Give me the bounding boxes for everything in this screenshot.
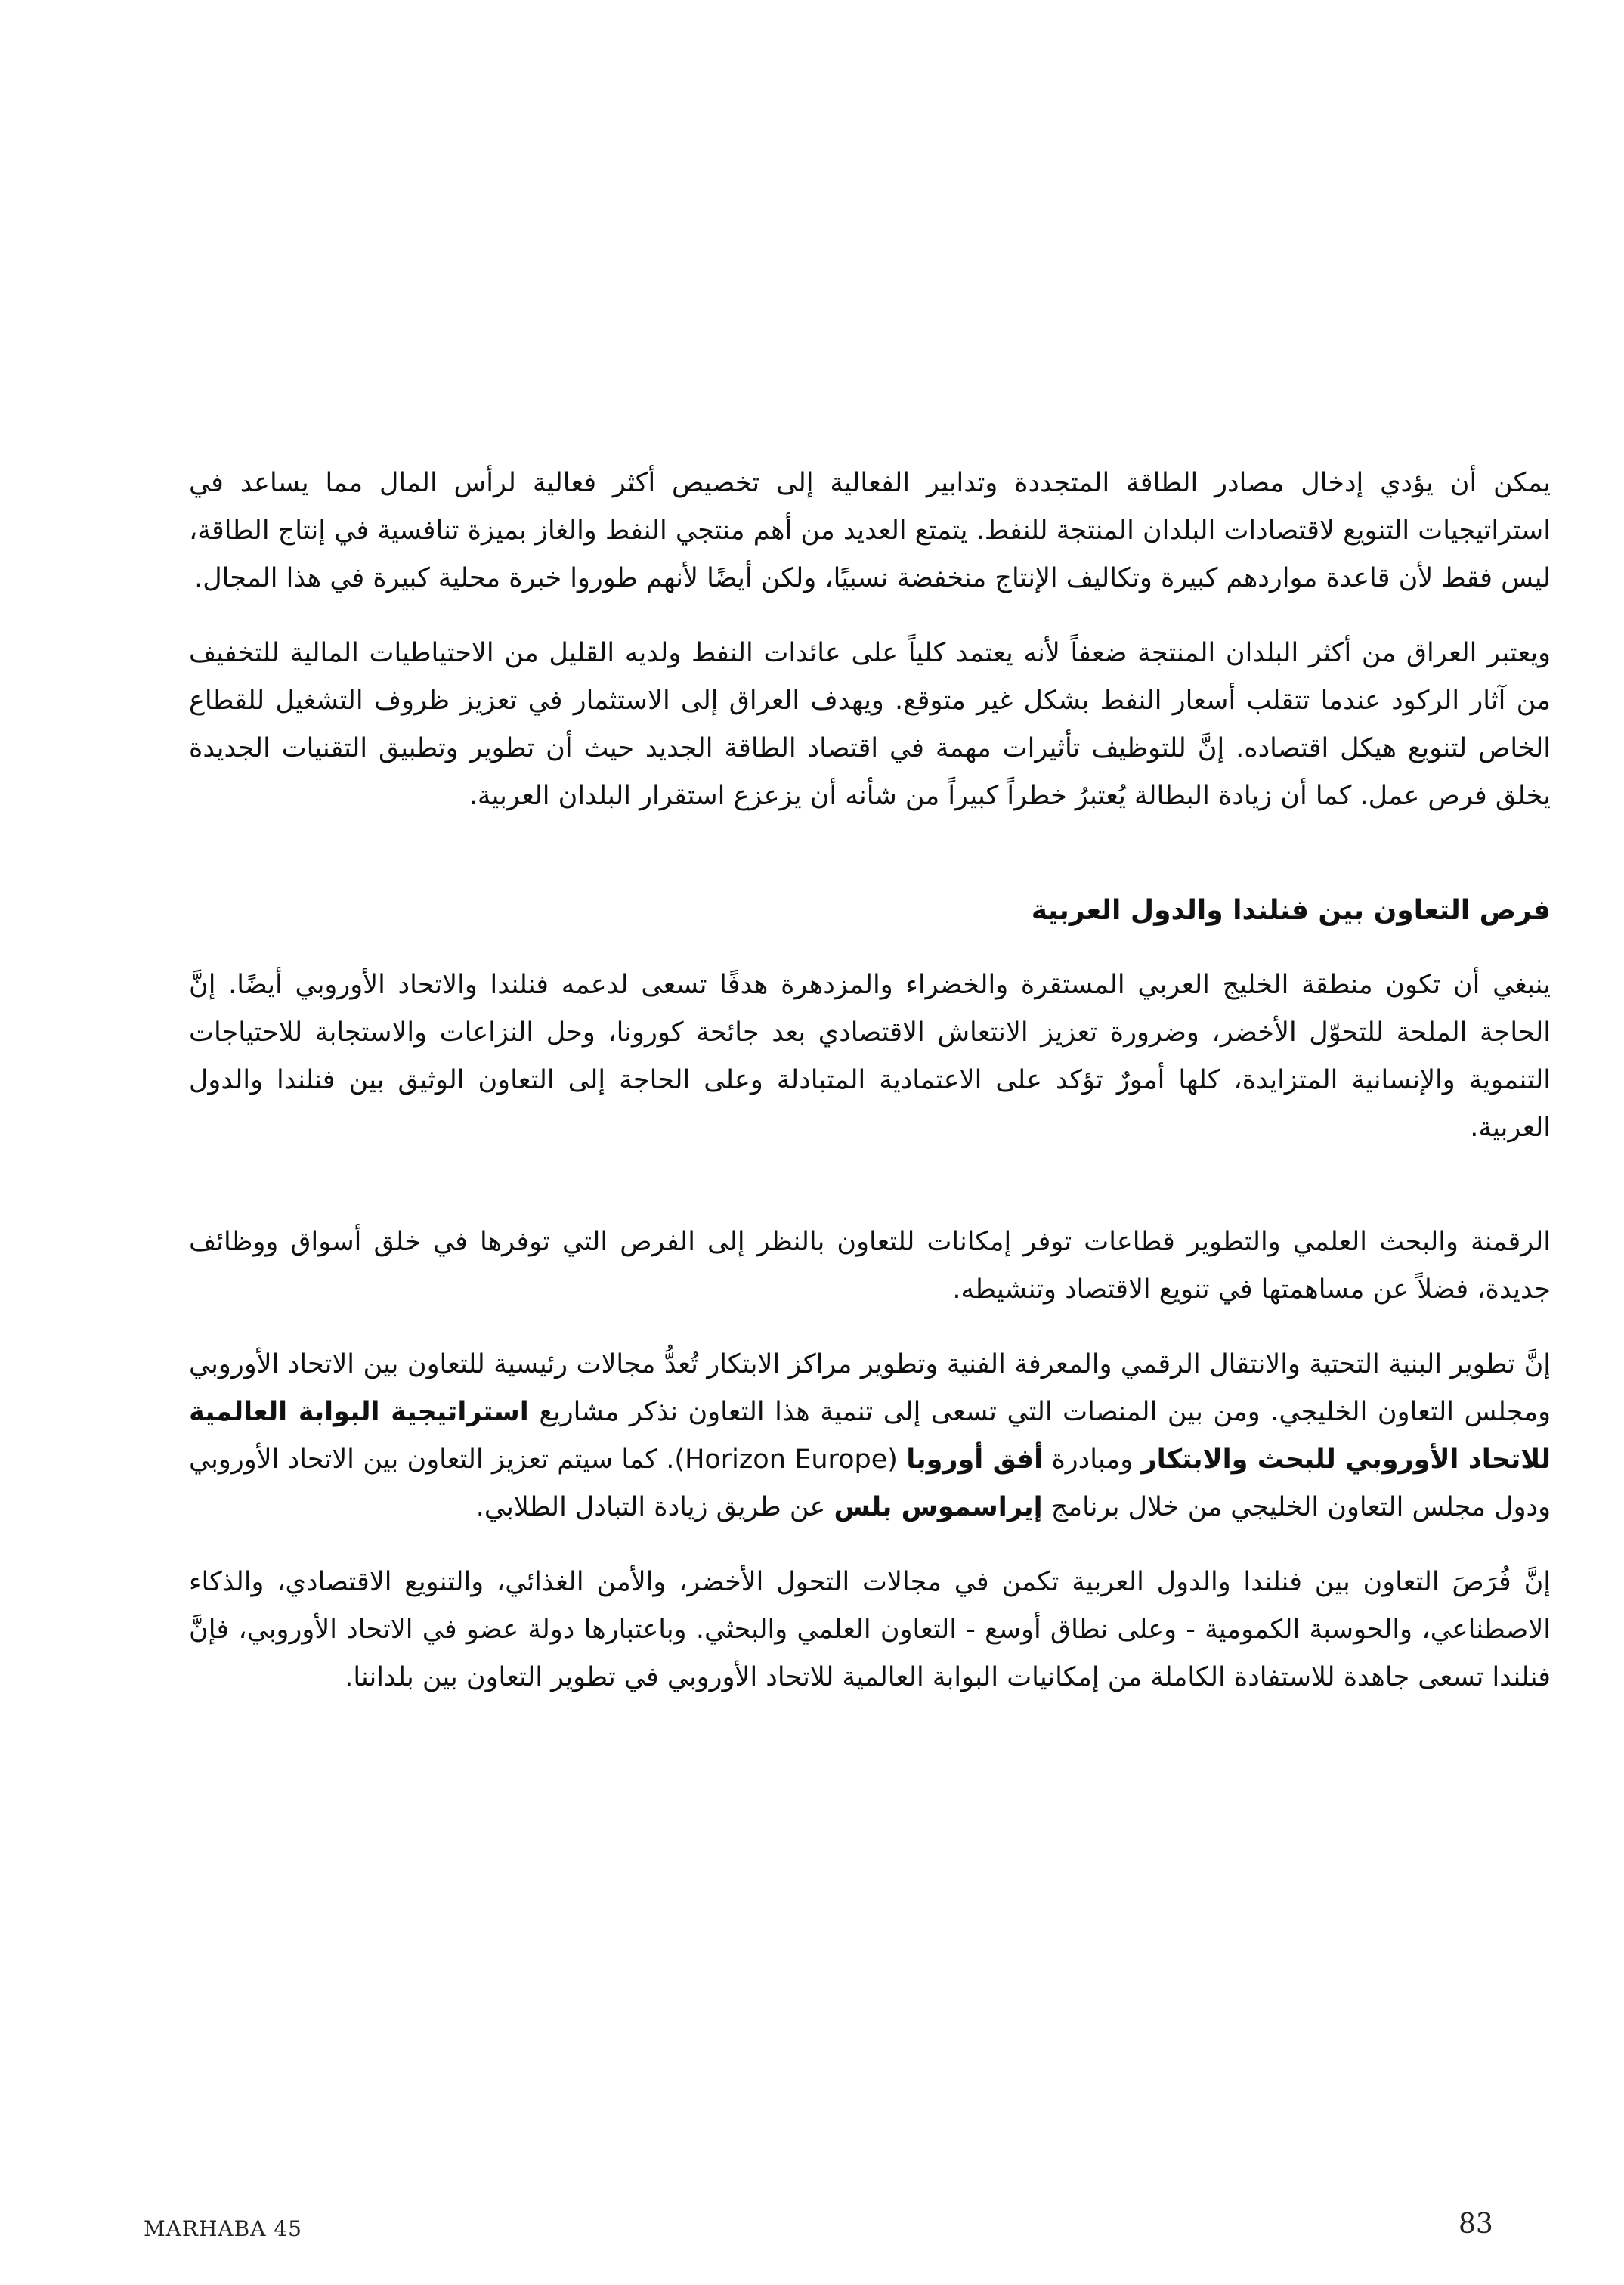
latin-horizon-europe: Horizon Europe bbox=[685, 1444, 888, 1475]
text-run: ( bbox=[887, 1444, 907, 1475]
footer-page-number: 83 bbox=[1459, 2209, 1493, 2240]
bold-global-gateway: استراتيجية البوابة العالمية للاتحاد الأوروبي للبحث والابتكار bbox=[189, 1397, 1551, 1475]
paragraph-digitalization: الرقمنة والبحث العلمي والتطوير قطاعات توفر إمكانات للتعاون بالنظر إلى الفرص التي توفرها في خلق أسواق ووظائف جديدة، فضلاً عن مساهمتها في تنويع الاقتصاد وتنشيطه. bbox=[189, 1227, 1551, 1305]
paragraph-renewables: يمكن أن يؤدي إدخال مصادر الطاقة المتجددة وتدابير الفعالية إلى تخصيص أكثر فعالية لرأس المال مما يساعد في استراتيجيات التنويع لاقتصادات البلدان المنتجة للنفط. يتمتع العديد من أهم منتجي النفط والغاز بميزة تنافسية في إنتاج الطاقة، ليس فقط لأن قاعدة مواردهم كبيرة وتكاليف الإنتاج منخفضة نسبيًا، ولكن أيضًا لأنهم طوروا خبرة محلية كبيرة في هذا المجال. bbox=[189, 468, 1551, 593]
text-run: إنَّ تطوير البنية التحتية والانتقال الرقمي والمعرفة الفنية وتطوير مراكز الابتكار تُعدُّ مجالات رئيسية للتعاون بين الاتحاد الأوروبي ومجلس التعاون الخليجي. ومن بين المنصات التي تسعى إلى تنمية هذا التعاون نذكر مشاريع bbox=[189, 1349, 1551, 1427]
bold-erasmus-plus: إيراسموس بلس bbox=[834, 1492, 1043, 1522]
text-run: ). كما سيتم تعزيز التعاون بين الاتحاد الأوروبي ودول مجلس التعاون الخليجي من خلال برنامج bbox=[189, 1444, 1551, 1522]
paragraph-finland-opportunities: إنَّ فُرَصَ التعاون بين فنلندا والدول العربية تكمن في مجالات التحول الأخضر، والأمن الغذائي، والتنويع الاقتصادي، والذكاء الاصطناعي، والحوسبة الكمومية - وعلى نطاق أوسع - التعاون العلمي والبحثي. وباعتبارها دولة عضو في الاتحاد الأوروبي، فإنَّ فنلندا تسعى جاهدة للاستفادة الكاملة من إمكانيات البوابة العالمية للاتحاد الأوروبي في تطوير التعاون بين بلداننا. bbox=[189, 1567, 1551, 1692]
paragraph-eu-gcc bbox=[189, 1341, 1551, 1531]
footer-publication: MARHABA 45 bbox=[144, 2216, 302, 2241]
section-heading: فرص التعاون بين فنلندا والدول العربية bbox=[1031, 895, 1551, 926]
bold-horizon: أفق أوروبا bbox=[906, 1444, 1044, 1475]
text-run: عن طريق زيادة التبادل الطلابي. bbox=[475, 1492, 834, 1522]
paragraph-iraq: ويعتبر العراق من أكثر البلدان المنتجة ضعفاً لأنه يعتمد كلياً على عائدات النفط ولديه القليل من الاحتياطيات المالية للتخفيف من آثار الركود عندما تتقلب أسعار النفط بشكل غير متوقع. ويهدف العراق إلى الاستثمار في تعزيز ظروف التشغيل للقطاع الخاص لتنويع هيكل اقتصاده. إنَّ للتوظيف تأثيرات مهمة في اقتصاد الطاقة الجديد حيث أن تطوير وتطبيق التقنيات الجديدة يخلق فرص عمل. كما أن زيادة البطالة يُعتبرُ خطراً كبيراً من شأنه أن يزعزع استقرار البلدان العربية. bbox=[189, 638, 1551, 811]
article-body bbox=[189, 460, 1551, 1701]
paragraph-gulf-region: ينبغي أن تكون منطقة الخليج العربي المستقرة والخضراء والمزدهرة هدفًا تسعى لدعمه فنلندا والاتحاد الأوروبي أيضًا. إنَّ الحاجة الملحة للتحوّل الأخضر، وضرورة تعزيز الانتعاش الاقتصادي بعد جائحة كورونا، وحل النزاعات والاستجابة للاحتياجات التنموية والإنسانية المتزايدة، كلها أمورٌ تؤكد على الاعتمادية المتبادلة وعلى الحاجة إلى التعاون الوثيق بين فنلندا والدول العربية. bbox=[189, 970, 1551, 1143]
text-run: ومبادرة bbox=[1043, 1444, 1142, 1475]
